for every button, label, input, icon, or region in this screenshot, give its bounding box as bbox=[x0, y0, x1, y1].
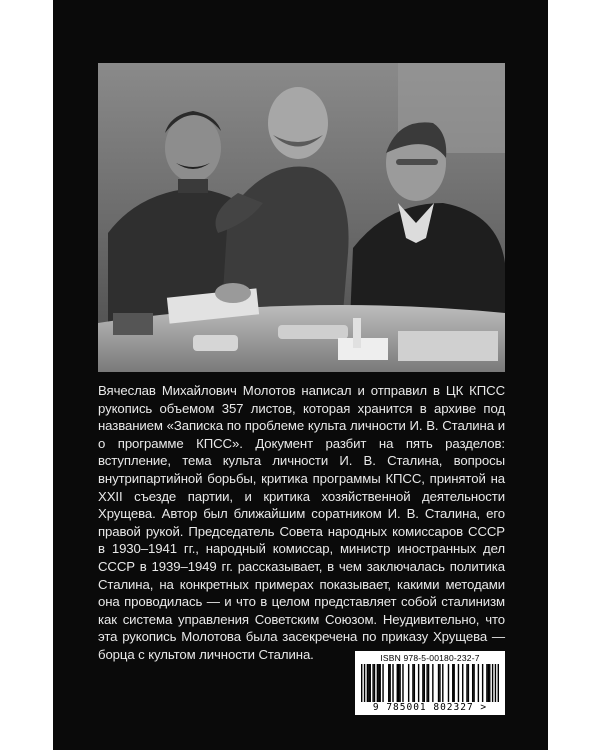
isbn-label: ISBN 978-5-00180-232-7 bbox=[380, 653, 480, 663]
archival-photo bbox=[98, 63, 505, 372]
book-description: Вячеслав Михайлович Молотов написал и отправил в ЦК КПСС рукопись объемом 357 листов, которая хранится в архиве под названием «Записка по проблеме культа личности И. В. Сталина и о программе КПСС». Документ разбит на пять разделов: вступление, тема культа личности И. В. Сталина, вопросы внутрипартийной борьбы, критика программы КПСС, принятой на XXII съезде партии, и критика хозяйственной деятельности Хрущева. Автор был ближайшим соратником И. В. Сталина, его правой рукой. Председатель Совета народных комиссаров СССР в 1930–1941 гг., народный комиссар, министр иностранных дел СССР в 1939–1949 гг. рассказывает, в чем заключалась политика Сталина, на конкретных примерах показывает, какими методами она проводилась — и что в целом представляет собой сталинизм как система управления Советским Союзом. Неудивительно, что эта рукопись Молотова была засекречена по приказу Хрущева — борца с культом личности Сталина. bbox=[98, 383, 505, 662]
barcode-bars bbox=[361, 664, 499, 702]
isbn-barcode bbox=[355, 651, 505, 715]
book-back-cover bbox=[53, 0, 548, 750]
ean-digits: 9 785001 802327 > bbox=[372, 702, 488, 713]
